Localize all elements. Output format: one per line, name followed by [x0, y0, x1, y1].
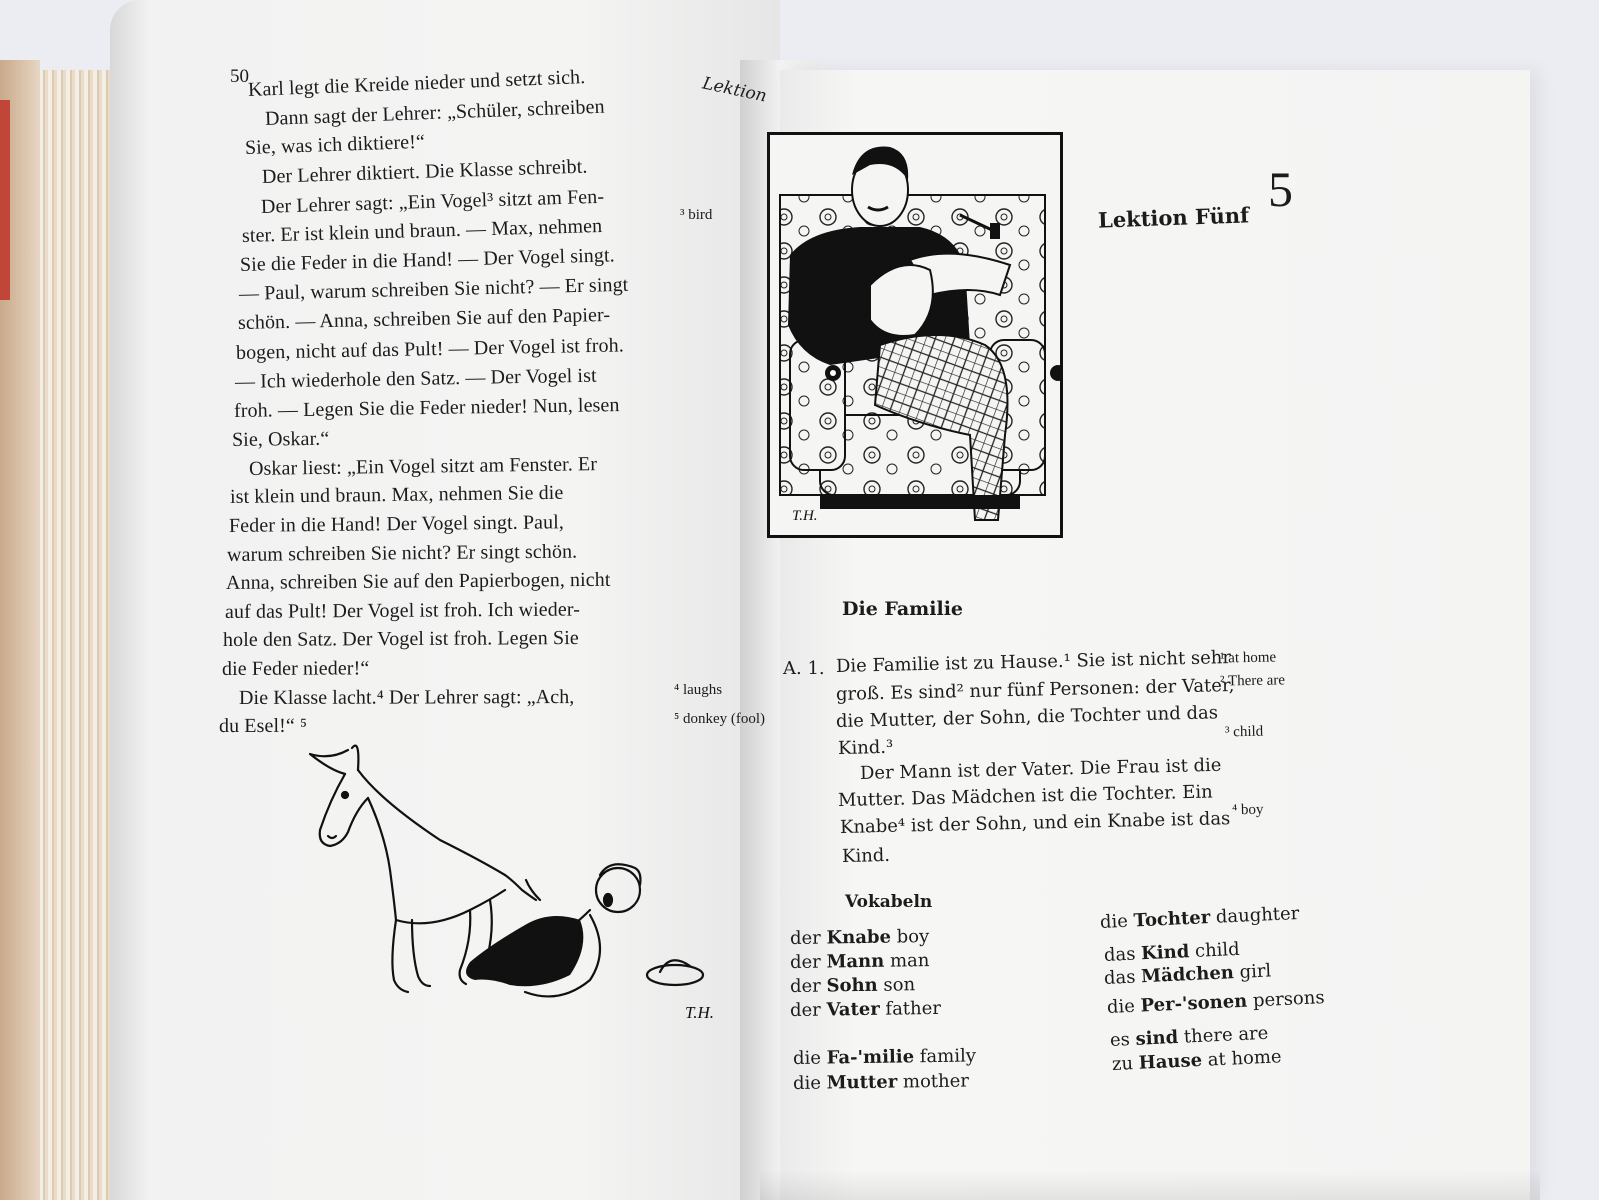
right-text-line: Kind. [841, 844, 891, 867]
vocab-word: Mutter [826, 1071, 898, 1094]
vocab-meaning: man [884, 950, 930, 972]
page-shadow [760, 1170, 1540, 1200]
left-text-line: ist klein und braun. Max, nehmen Sie die [229, 482, 564, 509]
vocab-meaning: family [913, 1045, 977, 1068]
exercise-label: A. 1. [783, 658, 825, 679]
vocab-meaning: father [879, 997, 942, 1020]
footnote: ² There are [1219, 672, 1286, 690]
vocab-meaning: mother [897, 1070, 970, 1093]
right-text-line: die Mutter, der Sohn, die Tochter und das [835, 702, 1219, 732]
left-text-line: Sie, Oskar.“ [232, 427, 330, 452]
left-text-line: Der Lehrer diktiert. Die Klasse schreibt. [261, 155, 588, 189]
vocab-word: Sohn [826, 974, 878, 997]
vocab-word: Mann [826, 950, 885, 973]
footnote: ³ child [1224, 723, 1264, 741]
footnote: ³ bird [680, 207, 713, 223]
right-text-line: Knabe⁴ ist der Sohn, und ein Knabe ist das [839, 808, 1231, 838]
vocab-meaning: child [1188, 938, 1241, 963]
footnote: ⁴ boy [1231, 801, 1264, 819]
vocab-item [790, 950, 930, 973]
lesson-number: 5 [1268, 161, 1293, 217]
right-text-line: Mutter. Das Mädchen ist die Tochter. Ein [837, 781, 1213, 811]
vocab-word: Per-'sonen [1140, 990, 1248, 1017]
donkey-boy-illustration [290, 740, 720, 1030]
footnote: ⁴ laughs [674, 682, 723, 698]
vocab-item [793, 1071, 969, 1094]
left-text-line: Oskar liest: „Ein Vogel sitzt am Fenster. Er [248, 452, 598, 480]
footnote: ⁵ donkey (fool) [674, 711, 766, 727]
vocab-word: Vater [826, 998, 880, 1021]
vocab-article: das [1103, 966, 1142, 989]
vocab-meaning: there are [1177, 1022, 1269, 1048]
left-text-line: Karl legt die Kreide nieder und setzt sich. [247, 65, 586, 101]
book-cover-edge [0, 100, 10, 300]
armchair-drawing [770, 135, 1060, 535]
vocab-word: Fa-'milie [826, 1046, 915, 1069]
left-text-line: Der Lehrer sagt: „Ein Vogel³ sitzt am Fen- [260, 185, 605, 218]
vocab-meaning: daughter [1209, 902, 1300, 928]
running-head: Lektion [700, 73, 769, 107]
signature: T.H. [792, 508, 818, 524]
vocab-heading: Vokabeln [845, 892, 933, 912]
left-text-line: warum schreiben Sie nicht? Er singt schön. [227, 540, 578, 566]
footnote: ¹ at home [1219, 649, 1277, 667]
left-text-line: — Paul, warum schreiben Sie nicht? — Er singt [238, 273, 629, 306]
vocab-word: Mädchen [1140, 962, 1235, 988]
left-text-line: bogen, nicht auf das Pult! — Der Vogel ist froh. [236, 334, 625, 364]
lesson-title: Lektion Fünf [1097, 202, 1250, 233]
left-text-line: Feder in die Hand! Der Vogel singt. Paul, [228, 511, 564, 537]
left-text-line: Die Klasse lacht.⁴ Der Lehrer sagt: „Ach, [238, 685, 575, 709]
left-text-line: Dann sagt der Lehrer: „Schüler, schreiben [264, 95, 605, 130]
signature: T.H. [685, 1003, 714, 1022]
vocab-word: Tochter [1133, 907, 1211, 932]
section-heading: Die Familie [842, 598, 964, 620]
left-text-line: schön. — Anna, schreiben Sie auf den Papier- [237, 304, 610, 335]
left-text-line: Anna, schreiben Sie auf den Papierbogen, nicht [225, 568, 611, 595]
vocab-meaning: persons [1246, 987, 1326, 1012]
left-text-line: Sie die Feder in die Hand! — Der Vogel singt. [239, 244, 616, 276]
vocab-article: das [1103, 943, 1142, 966]
right-text-line: groß. Es sind² nur fünf Personen: der Vater, [835, 674, 1235, 705]
vocab-meaning: boy [890, 926, 930, 948]
left-text-line: die Feder nieder!“ [221, 657, 370, 680]
vocab-meaning: girl [1233, 960, 1272, 984]
right-text-line: Der Mann ist der Vater. Die Frau ist die [859, 754, 1222, 784]
vocab-item [790, 998, 941, 1021]
vocab-article: die [1106, 995, 1142, 1018]
left-text-line: — Ich wiederhole den Satz. — Der Vogel ist [234, 364, 597, 393]
right-text-line: Die Familie ist zu Hause.¹ Sie ist nicht sehr [835, 647, 1232, 677]
vocab-word: sind [1135, 1026, 1179, 1050]
vocab-item [793, 1045, 976, 1069]
vocab-article: der [789, 975, 827, 997]
man-in-armchair-illustration [767, 132, 1063, 538]
page-number: 50 [230, 66, 249, 87]
vocab-article: zu [1111, 1052, 1140, 1075]
vocab-article: die [792, 1072, 827, 1094]
vocab-meaning: at home [1201, 1046, 1283, 1071]
left-text-line: Sie, was ich diktiere!“ [244, 131, 426, 160]
vocab-article: der [789, 927, 827, 949]
vocab-word: Kind [1140, 941, 1190, 965]
vocab-item [790, 974, 915, 997]
vocab-word: Hause [1138, 1049, 1203, 1074]
vocab-item [790, 926, 929, 949]
left-text-line: froh. — Legen Sie die Feder nieder! Nun, lesen [233, 394, 620, 422]
left-text-line: du Esel!“ ⁵ [219, 715, 308, 738]
vocab-meaning: son [877, 974, 916, 996]
vocab-article: der [789, 999, 827, 1021]
vocab-article: die [1099, 910, 1135, 933]
vocab-word: Knabe [826, 926, 892, 949]
left-text-line: ster. Er ist klein und braun. — Max, nehmen [241, 214, 603, 247]
vocab-article: es [1109, 1028, 1137, 1051]
vocab-article: die [792, 1047, 827, 1069]
left-text-line: hole den Satz. Der Vogel ist froh. Legen Sie [223, 627, 580, 652]
right-text-line: Kind.³ [837, 736, 894, 759]
left-text-line: auf das Pult! Der Vogel ist froh. Ich wieder- [224, 598, 580, 623]
vocab-article: der [789, 951, 827, 973]
